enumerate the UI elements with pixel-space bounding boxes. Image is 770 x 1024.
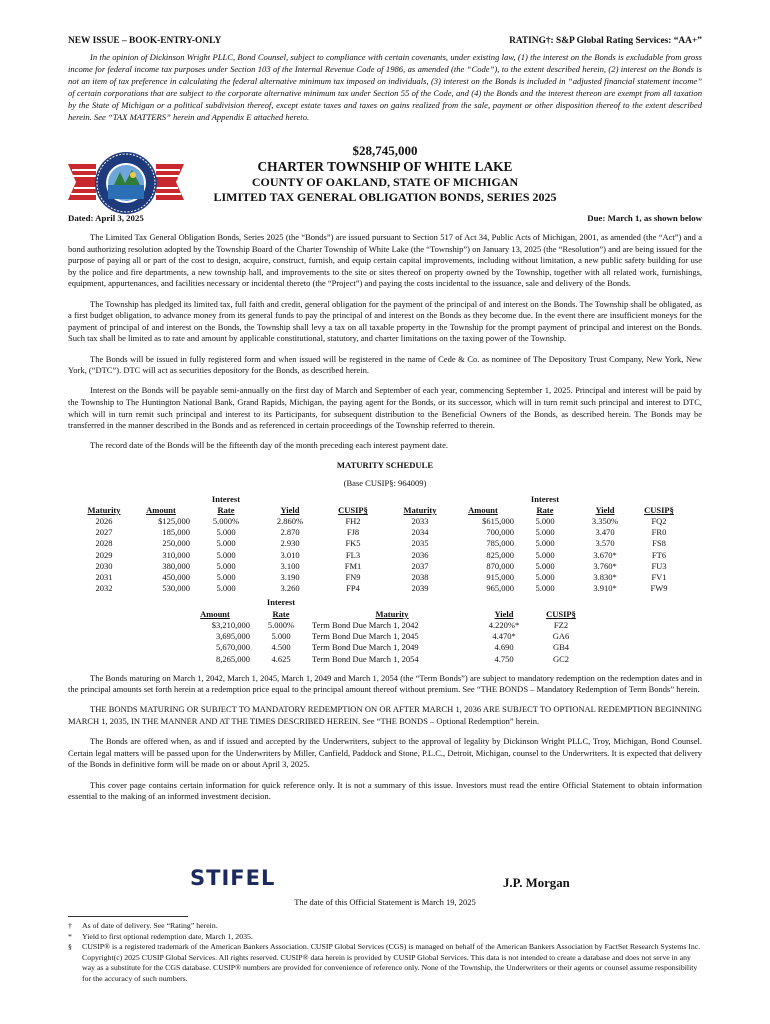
amount-header: Amount	[468, 504, 498, 515]
due-date: Due: March 1, as shown below	[587, 213, 702, 223]
table-cell: 3.570	[595, 538, 615, 549]
maturity-header: Maturity	[87, 504, 121, 515]
table-cell: 5.000	[271, 631, 291, 642]
paragraph-term-bonds: The Bonds maturing on March 1, 2042, March 1, 2045, March 1, 2049 and March 1, 2054 (the “Term Bonds”) are subject to mandatory redemption on the redemption dates and in the principal amounts set forth herein at a redemption price equal to the principal amount thereof without premium. See “THE BONDS – Mandatory Redemption of Term Bonds” herein.	[68, 672, 702, 695]
table-cell: 5.000%	[267, 619, 295, 630]
jpmorgan-name: J.P. Morgan	[503, 876, 570, 890]
table-row	[76, 550, 684, 561]
bond-series: LIMITED TAX GENERAL OBLIGATION BONDS, SERIES 2025	[213, 190, 557, 204]
table-cell: 3.760*	[593, 560, 617, 571]
table-cell: FV1	[651, 572, 667, 583]
table-row	[76, 583, 684, 594]
paragraph-security: The Township has pledged its limited tax, full faith and credit, general obligation for the payment of the principal of and interest on the Bonds. The Township shall be obligated, as a first budget obligation, to advance money from its general funds to pay the principal of and interest on the Bonds as they become due. In the event there are insufficient moneys for the payment of principal of and interest on the Bonds, the Township shall levy a tax on all taxable property in the Township for the prompt payment of principal and interest on the Bonds. Such tax shall be limited as to rate and amount by applicable constitutional, statutory, and charter limitations on the taxing power of the Township.	[68, 298, 702, 344]
table-cell: 5.000	[216, 527, 236, 538]
maturity-header: Maturity	[403, 504, 437, 515]
table-cell: 2039	[411, 583, 429, 594]
header-bar	[68, 36, 702, 50]
interest-header: Interest	[266, 597, 296, 608]
stifel-logo: STIFEL	[190, 866, 276, 890]
footnote-text: As of date of delivery. See “Rating” herein.	[82, 921, 218, 930]
amount-header: Amount	[200, 608, 230, 619]
table-cell: 5.000	[535, 572, 555, 583]
table-row	[76, 538, 684, 549]
footnote-mark: §	[68, 942, 72, 952]
table-cell: 5.000	[535, 583, 555, 594]
table-cell: 2038	[411, 572, 429, 583]
footnote-mark: †	[68, 921, 72, 930]
table-cell: Term Bond Due March 1, 2049	[312, 642, 419, 653]
yield-header: Yield	[595, 504, 615, 515]
table-cell: 185,000	[162, 527, 190, 538]
table-cell: 3.010	[280, 549, 300, 560]
table-cell: 5.000	[535, 516, 555, 527]
table-row	[180, 642, 586, 653]
table-cell: 870,000	[486, 560, 514, 571]
table-cell: $3,210,000	[211, 619, 250, 630]
paragraph-authorization: The Limited Tax General Obligation Bonds, Series 2025 (the “Bonds”) are issued pursuant to Section 517 of Act 34, Public Acts of Michigan, 2001, as amended (the “Act”) and a bond authorizing resolution adopted by the Township Board of the Charter Township of White Lake (the “Township”) on January 13, 2025 (the “Resolution”) and are being issued for the purpose of paying all or part of the cost to design, acquire, construct, furnish, and equip certain capital improvements, including without limitation, a new public safety building for use by the police and fire departments, a new township hall, and improvements to the site or sites thereof on property owned by the Township, together with all related work, furnishings, equipment, appurtenances, and facilities necessary or incidental thereto (the “Project”) and paying the costs incidental to the issuance, sale and delivery of the Bonds.	[68, 232, 702, 289]
paragraph-optional-redemption: THE BONDS MATURING OR SUBJECT TO MANDATORY REDEMPTION ON OR AFTER MARCH 1, 2036 ARE SUBJECT TO OPTIONAL REDEMPTION BEGINNING MARCH 1, 2035, IN THE MANNER AND AT THE TIMES DESCRIBED HEREIN. See “THE BONDS – Optional Redemption” herein.	[68, 704, 702, 727]
rating-label: RATING†: S&P Global Rating Services: “AA+”	[509, 36, 702, 46]
table-cell: FR0	[651, 527, 667, 538]
table-cell: 3.350%	[591, 516, 619, 527]
table-cell: 5.000	[216, 549, 236, 560]
dated-date: Dated: April 3, 2025	[68, 213, 144, 223]
table-cell: FJ8	[346, 527, 360, 538]
table-cell: 5.000	[535, 549, 555, 560]
table-cell: 2033	[411, 516, 429, 527]
table-row	[76, 527, 684, 538]
table-cell: 3.100	[280, 560, 300, 571]
table-cell: 5.000	[216, 538, 236, 549]
table-cell: FZ2	[553, 619, 569, 630]
issue-title-block	[160, 143, 610, 205]
table-cell: 3.190	[280, 572, 300, 583]
base-cusip: (Base CUSIP§: 964009)	[343, 478, 427, 489]
rate-header: Rate	[217, 504, 235, 515]
table-cell: FN9	[345, 572, 361, 583]
table-cell: 2.930	[280, 538, 300, 549]
table-cell: 250,000	[162, 538, 190, 549]
dated-due-line	[68, 213, 702, 225]
table-cell: 310,000	[162, 549, 190, 560]
table-cell: 825,000	[486, 549, 514, 560]
table-cell: FK5	[345, 538, 361, 549]
table-cell: 450,000	[162, 572, 190, 583]
table-cell: FQ2	[651, 516, 667, 527]
footnote-mark: *	[68, 931, 72, 941]
paragraph-offering: The Bonds are offered when, as and if issued and accepted by the Underwriters, subject to the approval of legality by Dickinson Wright PLLC, Troy, Michigan, Bond Counsel. Certain legal matters will be passed upon for the Underwriters by Miller, Canfield, Paddock and Stone, P.L.C., Detroit, Michigan, counsel to the Underwriters. It is expected that delivery of the Bonds in definitive form will be made on or about April 3, 2025.	[68, 736, 702, 770]
table-cell: FU3	[651, 560, 667, 571]
cusip-header: CUSIP§	[546, 608, 576, 619]
table-cell: FL3	[345, 549, 361, 560]
footnotes	[68, 921, 702, 985]
table-cell: 3.910*	[593, 583, 617, 594]
cover-body	[68, 232, 702, 811]
table-cell: 2027	[95, 527, 113, 538]
footnote-divider	[68, 916, 188, 917]
table-row	[180, 620, 586, 631]
table-cell: GA6	[552, 631, 570, 642]
footnote	[68, 921, 702, 932]
table-cell: 5.000	[535, 538, 555, 549]
table-cell: $125,000	[158, 516, 190, 527]
table-cell: 380,000	[162, 560, 190, 571]
table-cell: 2031	[95, 572, 113, 583]
table-cell: 2034	[411, 527, 429, 538]
paragraph-record-date: The record date of the Bonds will be the fifteenth day of the month preceding each interest payment date.	[90, 440, 449, 451]
table-cell: 785,000	[486, 538, 514, 549]
table-cell: 3.470	[595, 527, 615, 538]
table-row	[76, 561, 684, 572]
cusip-header: CUSIP§	[644, 504, 674, 515]
table-cell: Term Bond Due March 1, 2042	[312, 619, 419, 630]
table-cell: 5,670,000	[216, 642, 250, 653]
issuer-county: COUNTY OF OAKLAND, STATE OF MICHIGAN	[251, 175, 519, 189]
table-cell: 3.670*	[593, 549, 617, 560]
table-cell: 3,695,000	[216, 631, 250, 642]
table-cell: 4.690	[494, 642, 514, 653]
table-cell: 2029	[95, 549, 113, 560]
table-cell: FH2	[345, 516, 361, 527]
table-cell: FT6	[651, 549, 667, 560]
maturity-table	[76, 494, 684, 595]
table-cell: FW9	[650, 583, 668, 594]
table-cell: 5.000%	[212, 516, 240, 527]
yield-header: Yield	[280, 504, 300, 515]
table-cell: 2036	[411, 549, 429, 560]
table-cell: 2032	[95, 583, 113, 594]
maturity-header: Maturity	[375, 608, 409, 619]
maturity-schedule-title: MATURITY SCHEDULE	[336, 460, 434, 471]
yield-header: Yield	[494, 608, 514, 619]
new-issue-label: NEW ISSUE – BOOK-ENTRY-ONLY	[68, 36, 222, 46]
cusip-header: CUSIP§	[338, 504, 368, 515]
table-cell: 4.750	[494, 653, 514, 664]
paragraph-interest: Interest on the Bonds will be payable semi-annually on the first day of March and September of each year, commencing September 1, 2025. Principal and interest will be paid by the Township to The Huntington National Bank, Grand Rapids, Michigan, the paying agent for the Bonds, or its successor, which will in turn remit such principal and interest to DTC, which will in turn remit such principal and interest to its Participants, for subsequent distribution to the Beneficial Owners of the Bonds, as described herein. The Bonds may be transferred in the manner described in the Bonds and as referenced in certain proceedings of the Township referred to therein.	[68, 385, 702, 431]
table-cell: 5.000	[535, 560, 555, 571]
table-cell: 5.000	[535, 527, 555, 538]
table-cell: 3.260	[280, 583, 300, 594]
table-cell: 700,000	[486, 527, 514, 538]
footnote	[68, 942, 702, 984]
table-cell: 2.860%	[276, 516, 304, 527]
table-cell: 530,000	[162, 583, 190, 594]
table-cell: Term Bond Due March 1, 2054	[312, 653, 419, 664]
table-cell: 2035	[411, 538, 429, 549]
footnote-text: Yield to first optional redemption date, March 1, 2035.	[82, 931, 253, 941]
interest-header: Interest	[211, 493, 241, 504]
table-cell: 4.500	[271, 642, 291, 653]
table-row	[180, 654, 586, 665]
table-cell: 8,265,000	[216, 653, 250, 664]
table-cell: FP4	[346, 583, 360, 594]
table-cell: 2026	[95, 516, 113, 527]
footnote-text: CUSIP® is a registered trademark of the American Bankers Association. CUSIP Global Services (CGS) is managed on behalf of the American Bankers Association by FactSet Research Systems Inc. Copyright(c) 2025 CUSIP Global Services. All rights reserved. CUSIP® data herein is provided by CUSIP Global Services. This data is not intended to create a database and does not serve in any way as a substitute for the CGS database. CUSIP® numbers are provided for convenience of reference only. None of the Township, the Underwriters or their agents or counsel assume responsibility for the accuracy of such numbers.	[82, 942, 701, 983]
table-cell: Term Bond Due March 1, 2045	[312, 631, 419, 642]
rate-header: Rate	[272, 608, 290, 619]
table-cell: 3.830*	[593, 572, 617, 583]
table-cell: 915,000	[486, 572, 514, 583]
table-cell: 2037	[411, 560, 429, 571]
table-cell: FM1	[344, 560, 362, 571]
interest-header: Interest	[530, 493, 560, 504]
official-statement-date: The date of this Official Statement is March 19, 2025	[294, 897, 476, 907]
table-cell: 4.220%*	[488, 619, 520, 630]
table-cell: FS8	[652, 538, 666, 549]
paragraph-registration: The Bonds will be issued in fully registered form and when issued will be registered in the name of Cede & Co. as nominee of The Depository Trust Company, New York, New York, (“DTC”). DTC will act as securities depository for the Bonds, as described herein.	[68, 353, 702, 376]
table-row	[76, 516, 684, 527]
amount-header: Amount	[146, 504, 176, 515]
table-row	[76, 572, 684, 583]
table-cell: 5.000	[216, 583, 236, 594]
table-cell: 5.000	[216, 560, 236, 571]
paragraph-cover-notice: This cover page contains certain information for quick reference only. It is not a summary of this issue. Investors must read the entire Official Statement to obtain information essential to the making of an informed investment decision.	[68, 779, 702, 802]
table-cell: 2.870	[280, 527, 300, 538]
issue-amount: $28,745,000	[352, 143, 418, 158]
term-bond-table	[180, 597, 586, 664]
table-cell: $615,000	[482, 516, 514, 527]
table-cell: GC2	[552, 653, 570, 664]
table-row	[180, 631, 586, 642]
table-cell: 4.470*	[492, 631, 516, 642]
table-cell: 4.625	[271, 653, 291, 664]
table-cell: 2030	[95, 560, 113, 571]
bond-counsel-opinion: In the opinion of Dickinson Wright PLLC, Bond Counsel, subject to compliance with certain covenants, under existing law, (1) the interest on the Bonds is excludable from gross income for federal income tax purposes under Section 103 of the Internal Revenue Code of 1986, as amended (the “Code”), to the extent described herein, (2) interest on the Bonds is not an item of tax preference in calculating the federal alternative minimum tax imposed on individuals, (3) interest on the Bonds is included in “adjusted financial statement income” of certain corporations that are subject to the corporate alternative minimum tax under Section 55 of the Code, and (4) the Bonds and the interest thereon are exempt from all taxation by the State of Michigan or a political subdivision thereof, except estate taxes and taxes on gains realized from the sale, payment or other disposition thereof to the extent described herein. See “TAX MATTERS” herein and Appendix E attached hereto.	[68, 52, 702, 122]
table-cell: 965,000	[486, 583, 514, 594]
table-cell: 2028	[95, 538, 113, 549]
table-cell: GB4	[552, 642, 570, 653]
footnote	[68, 932, 702, 943]
table-cell: 5.000	[216, 572, 236, 583]
issuer-name: CHARTER TOWNSHIP OF WHITE LAKE	[257, 159, 513, 174]
rate-header: Rate	[536, 504, 554, 515]
